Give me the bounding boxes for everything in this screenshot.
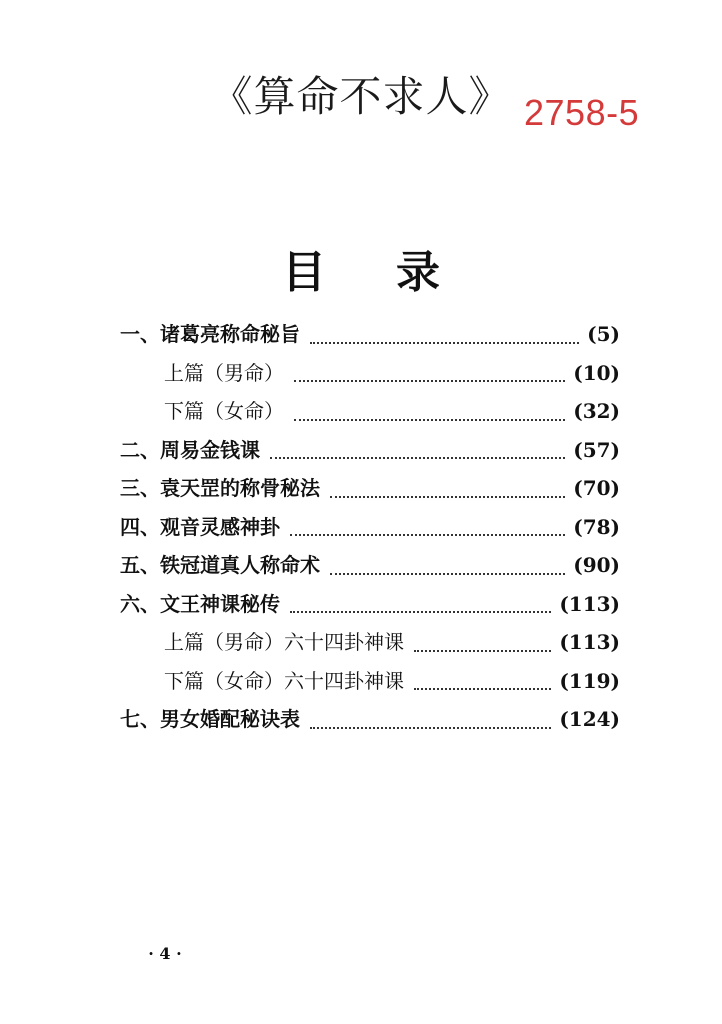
toc-entry <box>120 588 620 627</box>
toc-entry-page: (57) <box>573 437 620 462</box>
toc-leader-dots <box>294 419 565 421</box>
book-title: 《算命不求人》 <box>210 72 512 121</box>
toc-entry-label: 六、文王神课秘传 <box>120 591 280 616</box>
toc-leader-dots <box>310 342 579 344</box>
toc-entry-page: (113) <box>559 630 620 654</box>
toc-entry <box>120 549 620 588</box>
stamp-code: 2758-5 <box>524 92 640 133</box>
page-number: · 4 · <box>148 944 182 963</box>
toc-entry-label: 四、观音灵感神卦 <box>120 514 280 539</box>
toc-entry-label: 五、铁冠道真人称命术 <box>120 553 320 577</box>
toc-leader-dots <box>294 380 565 382</box>
toc-entry-page: (32) <box>573 399 620 423</box>
toc-leader-dots <box>414 650 551 652</box>
toc-entry-label: 上篇（男命） <box>164 360 284 385</box>
toc-entry-page: (10) <box>573 360 620 385</box>
toc-entry-page: (70) <box>573 476 620 500</box>
table-of-contents <box>120 318 620 742</box>
toc-heading <box>0 236 722 300</box>
toc-leader-dots <box>330 496 565 498</box>
toc-leader-dots <box>290 534 565 536</box>
toc-entry <box>120 472 620 511</box>
toc-entry-label: 下篇（女命） <box>164 399 284 423</box>
toc-heading-first-char: 目 <box>282 247 326 298</box>
toc-leader-dots <box>414 688 551 690</box>
toc-entry-label: 一、诸葛亮称命秘旨 <box>120 322 300 346</box>
toc-entry <box>120 395 620 434</box>
toc-leader-dots <box>330 573 565 575</box>
toc-heading-second-char: 录 <box>396 247 440 298</box>
toc-entry <box>120 434 620 473</box>
toc-entry-page: (113) <box>559 591 620 616</box>
toc-entry <box>120 626 620 665</box>
toc-entry <box>120 357 620 396</box>
toc-entry-label: 上篇（男命）六十四卦神课 <box>164 630 404 654</box>
toc-entry-page: (119) <box>559 668 620 693</box>
toc-entry-label: 三、袁天罡的称骨秘法 <box>120 476 320 500</box>
toc-entry-label: 二、周易金钱课 <box>120 437 260 462</box>
toc-entry-page: (5) <box>587 322 620 346</box>
toc-entry <box>120 665 620 704</box>
toc-entry-label: 七、男女婚配秘诀表 <box>120 707 300 731</box>
toc-entry-label: 下篇（女命）六十四卦神课 <box>164 668 404 693</box>
toc-entry-page: (124) <box>559 707 620 731</box>
toc-entry <box>120 511 620 550</box>
toc-leader-dots <box>290 611 551 613</box>
toc-entry-page: (90) <box>573 553 620 577</box>
toc-leader-dots <box>270 457 565 459</box>
toc-entry-page: (78) <box>573 514 620 539</box>
toc-entry <box>120 318 620 357</box>
toc-entry <box>120 703 620 742</box>
toc-leader-dots <box>310 727 551 729</box>
